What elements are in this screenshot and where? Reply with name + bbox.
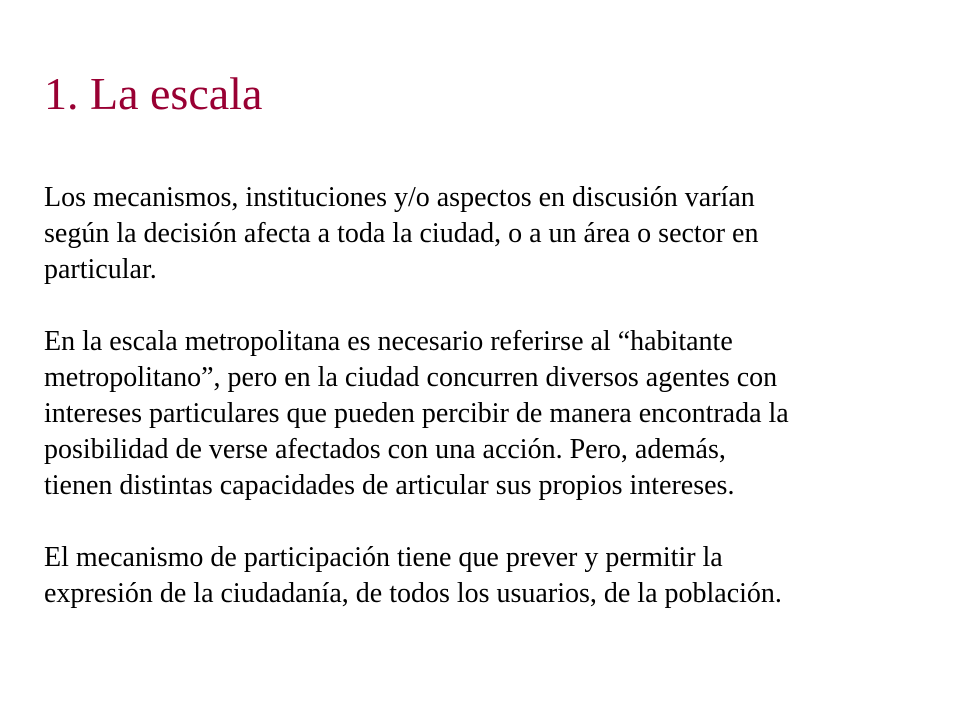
paragraph-scale-mechanisms	[44, 180, 924, 288]
paragraph-line: tienen distintas capacidades de articular sus propios intereses.	[44, 470, 735, 501]
paragraph-line: posibilidad de verse afectados con una acción. Pero, además,	[44, 434, 726, 465]
paragraph-line: Los mecanismos, instituciones y/o aspectos en discusión varían	[44, 182, 755, 213]
paragraph-line: El mecanismo de participación tiene que prever y permitir la	[44, 542, 723, 573]
slide-body	[44, 180, 924, 612]
slide-title: 1. La escala	[44, 68, 263, 119]
paragraph-line: expresión de la ciudadanía, de todos los usuarios, de la población.	[44, 578, 782, 609]
paragraph-metropolitan-scale	[44, 324, 924, 504]
paragraph-participation-mechanism	[44, 540, 924, 612]
paragraph-line: particular.	[44, 254, 157, 285]
paragraph-line: intereses particulares que pueden percibir de manera encontrada la	[44, 398, 789, 429]
paragraph-line: según la decisión afecta a toda la ciudad, o a un área o sector en	[44, 218, 759, 249]
paragraph-line: En la escala metropolitana es necesario referirse al “habitante	[44, 326, 733, 357]
paragraph-line: metropolitano”, pero en la ciudad concurren diversos agentes con	[44, 362, 778, 393]
